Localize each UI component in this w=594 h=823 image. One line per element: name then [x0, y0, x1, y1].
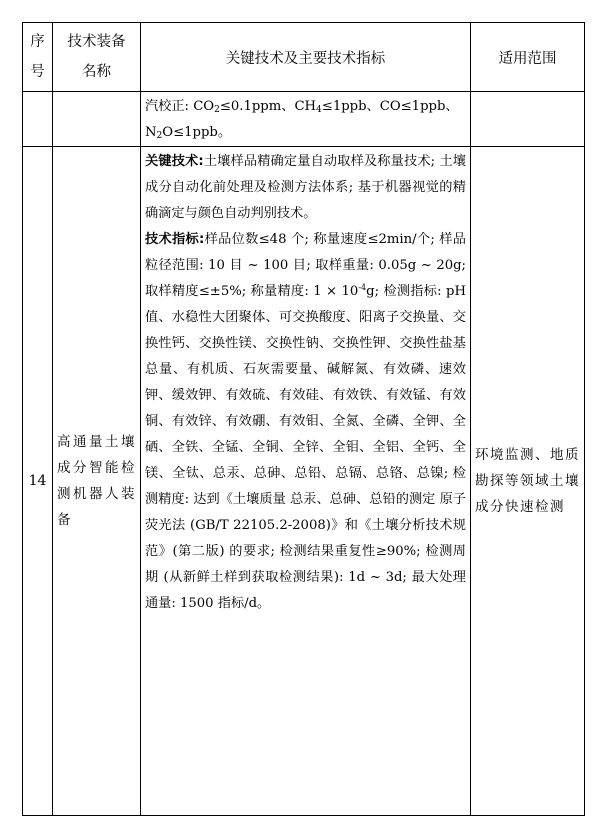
- cell-scope: 环境监测、地质勘探等领域土壤成分快速检测: [471, 147, 585, 816]
- cell-scope-empty: [471, 92, 585, 147]
- tech-index-label: 技术指标:: [145, 232, 205, 247]
- key-tech-label: 关键技术:: [145, 154, 204, 169]
- header-key-tech: 关键技术及主要技术指标: [141, 23, 471, 92]
- spec-table: [22, 22, 585, 816]
- cell-continuation-text: 汽校正: $CO_2\le 0.1ppm$、$CH_4\le 1ppb$、CO≤1ppb、 $N_2O\le 1ppb$。: [141, 92, 471, 147]
- cell-equipment-name: 高通量土壤成分智能检测机器人装备: [53, 147, 141, 816]
- table-header-row: [23, 23, 585, 92]
- table-row-14: [23, 147, 585, 816]
- header-seq: 序 号: [23, 23, 53, 92]
- cell-seq-empty: [23, 92, 53, 147]
- table-row-continuation: [23, 92, 585, 147]
- key-tech-text: 土壤样品精确定量自动取样及称量技术; 土壤成分自动化前处理及检测方法体系; 基于机器视觉的精确滴定与颜色自动判别技术。: [145, 154, 466, 221]
- cell-name-empty: [53, 92, 141, 147]
- cell-key-tech: [141, 147, 471, 816]
- cell-seq: 14: [23, 147, 53, 816]
- header-equipment-name: 技术装备 名称: [53, 23, 141, 92]
- tech-index-text: 样品位数≤48 个; 称量速度≤2min/个; 样品粒径范围: 10 目 ~ 100 目; 取样重量: 0.05g ~ 20g; 取样精度≤±5%; 称量精度: $1 \times 10^{-4}g$; 检测指标: pH 值、水稳性大团聚体、可交换酸度、阳离子交换量、交换性钙、交换性镁、交换性钠、交换性钾、交换性盐基总量、有机质、石灰需要量、碱解氮、有效磷、速效钾、缓效钾、有效硫、有效硅、有效铁、有效锰、有效铜、有效锌、有效硼、有效钼、全氮、全磷、全钾、全硒、全铁、全锰、全铜、全锌、全钼、全铝、全钙、全镁、全钛、总汞、总砷、总铅、总镉、总铬、总镍; 检测精度: 达到《土壤质量 总汞、总砷、总铅的测定 原子荧光法 (GB/T 22105.2-2008)》和《土壤分析技术规范》(第二版) 的要求; 检测结果重复性≥90%; 检测周期 (从新鲜土样到获取检测结果): 1d ~ 3d; 最大处理通量: 1500 指标/d。: [145, 232, 466, 611]
- header-scope: 适用范围: [471, 23, 585, 92]
